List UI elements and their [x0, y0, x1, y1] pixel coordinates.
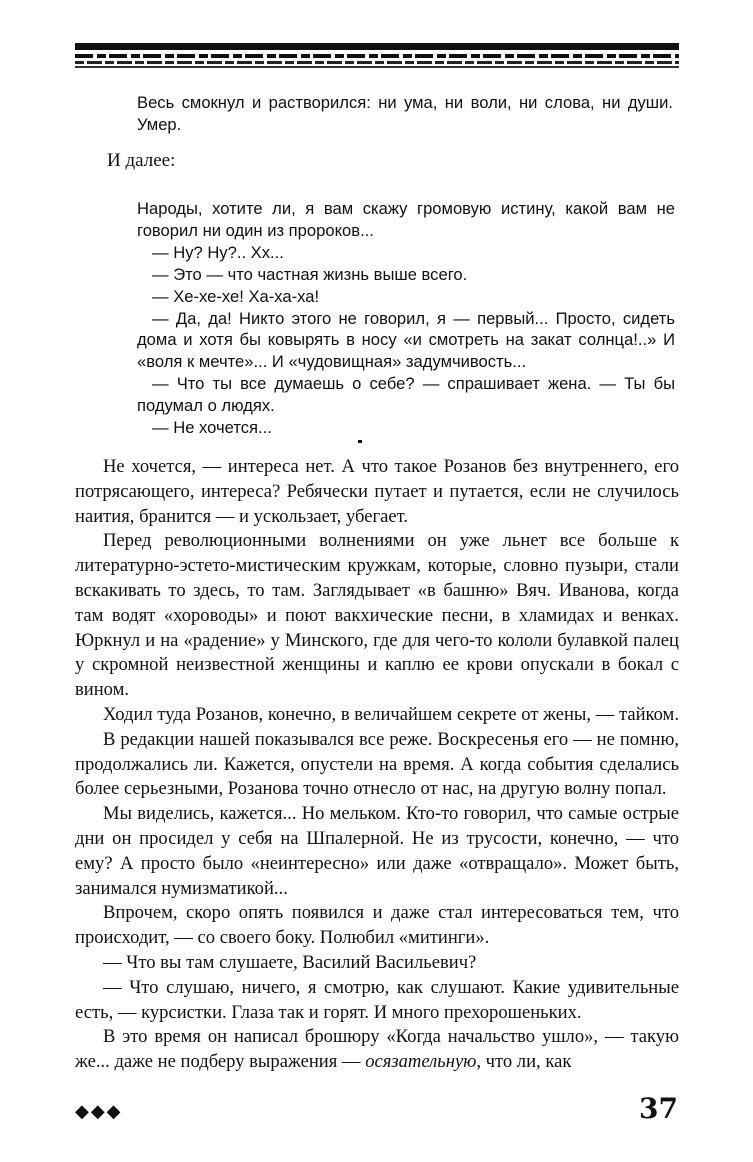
- quote-line: Народы, хотите ли, я вам скажу громовую истину, какой вам не говорил ни один из пророков...: [137, 199, 675, 240]
- quote-block-2: [137, 198, 675, 439]
- text-run: В это время он написал брошюру «Когда начальство ушло», — такую же... даже не подберу выражения —: [75, 1026, 679, 1073]
- text-run: , что ли, как: [476, 1051, 572, 1073]
- intro-line: И далее:: [107, 150, 176, 171]
- quote-line: — Не хочется...: [152, 418, 272, 438]
- diamond-ornament-icon: ◆◆◆: [75, 1101, 123, 1122]
- paragraph: — Что вы там слушаете, Василий Васильевич?: [103, 951, 477, 973]
- paragraph: Мы виделись, кажется... Но мельком. Кто-то говорил, что самые острые дни он просидел у себя на Шпалерной. Не из трусости, конечно, — что ему? А просто было «неинтересно» или даже «отвращало». Может быть, занимался нумизматикой...: [75, 803, 679, 899]
- paragraph: — Что слушаю, ничего, я смотрю, как слушают. Какие удивительные есть, — курсистки. Глаза так и горят. И много прехорошеньких.: [75, 976, 679, 1023]
- separator-dot: [358, 440, 362, 443]
- quote-line: — Хе-хе-хе! Ха-ха-ха!: [152, 286, 320, 306]
- body-text: [75, 455, 679, 1075]
- header-rule: [75, 43, 679, 71]
- quote-block-1: [137, 92, 673, 136]
- emphasis: осязательную: [365, 1051, 477, 1073]
- paragraph: Перед революционными волнениями он уже льнет все больше к литературно-эстето-мистическим кружкам, которые, словно пузыри, стали вскакивать то здесь, то там. Заглядывает «в башню» Вяч. Иванова, когда там водят «хороводы» и поют вакхические песни, в хламидах и венках. Юркнул и на «радение» у Минского, где для чего-то кололи булавкой палец у скромной неизвестной женщины и каплю ее крови опускали в бокал с вином.: [75, 530, 679, 701]
- paragraph: Не хочется, — интереса нет. А что такое Розанов без внутреннего, его потрясающего, интереса? Ребячески путает и путается, если не случилось наития, бранится — и ускользает, убегает.: [75, 456, 679, 527]
- quote-line: — Ну? Ну?.. Хх...: [152, 242, 284, 262]
- quote-line: — Да, да! Никто этого не говорил, я — первый... Просто, сидеть дома и хотя бы ковырять в носу «и смотреть на закат солнца!..» И «воля к мечте»... И «чудовищная» задумчивость...: [137, 308, 675, 372]
- paragraph: В редакции нашей показывался все реже. Воскресенья его — не помню, продолжались ли. Кажется, опустели на время. А когда события сделались более серьезными, Розанова точно отнесло от нас, на другую волну попал.: [75, 728, 679, 800]
- quote-line: — Что ты все думаешь о себе? — спрашивает жена. — Ты бы подумал о людях.: [137, 374, 675, 416]
- paragraph: Ходил туда Розанов, конечно, в величайшем секрете от жены, — тайком.: [103, 703, 679, 725]
- quote-line: Весь смокнул и растворился: ни ума, ни воли, ни слова, ни души. Умер.: [137, 93, 673, 134]
- paragraph: Впрочем, скоро опять появился и даже стал интересоваться тем, что происходит, — со своего боку. Полюбил «митинги».: [75, 902, 679, 949]
- paragraph-last: [75, 1025, 679, 1075]
- quote-line: — Это — что частная жизнь выше всего.: [152, 264, 468, 284]
- page-number: 37: [639, 1092, 678, 1125]
